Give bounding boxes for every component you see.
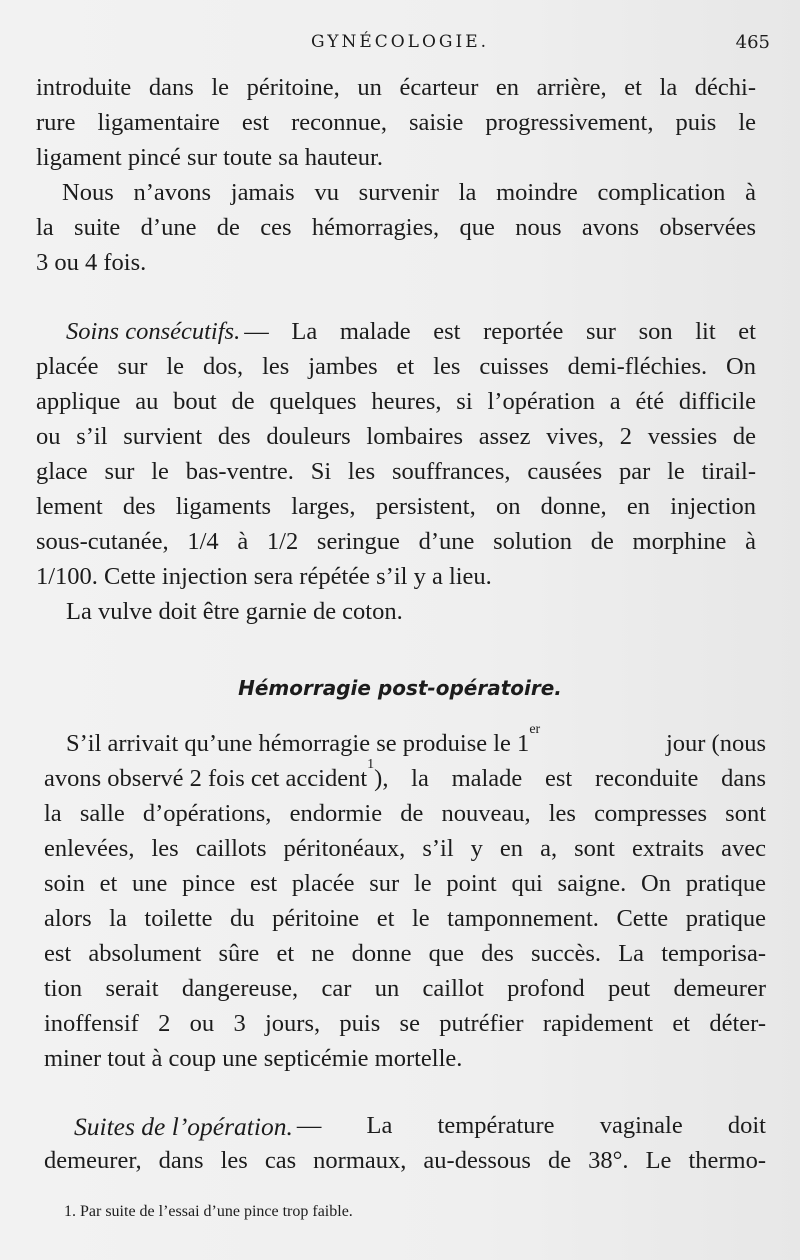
text-line: introduite dans le péritoine, un écarteur en arrière, et la déchi-: [36, 74, 756, 101]
text-line: la salle d’opérations, endormie de nouveau, les compresses sont: [44, 800, 766, 827]
text-fragment: jour (nous: [665, 730, 766, 757]
section-title-suites: Suites de l’opération.: [74, 1112, 293, 1141]
footnote-ref: 1: [367, 757, 375, 772]
text-line: lement des ligaments larges, persistent, on donne, en injection: [36, 493, 756, 520]
text-line: 1/100. Cette injection sera répétée s’il y a lieu.: [36, 563, 492, 590]
text-line: la suite d’une de ces hémorragies, que nous avons observées: [36, 214, 756, 241]
text-line: 3 ou 4 fois.: [36, 249, 147, 276]
running-title: GYNÉCOLOGIE.: [310, 32, 490, 52]
text-line: miner tout à coup une septicémie mortelle.: [44, 1045, 463, 1072]
text-line: — La température vaginale doit: [296, 1112, 766, 1139]
section-title-soins: Soins consécutifs.: [66, 318, 241, 345]
text-line: — La malade est reportée sur son lit et: [244, 318, 756, 345]
text-line: inoffensif 2 ou 3 jours, puis se putréfier rapidement et déter-: [44, 1010, 766, 1037]
text-line: demeurer, dans les cas normaux, au-dessous de 38°. Le thermo-: [44, 1147, 766, 1174]
text-line: applique au bout de quelques heures, si l’opération a été difficile: [36, 388, 756, 415]
hemorragie-line-1: [66, 722, 766, 758]
text-line: rure ligamentaire est reconnue, saisie progressivement, puis le: [36, 109, 756, 136]
soins-first-line: [66, 318, 756, 346]
hemorragie-line-2: [44, 757, 766, 793]
page-header: [0, 30, 800, 58]
footnote: 1. Par suite de l’essai d’une pince trop faible.: [64, 1203, 353, 1220]
text-line: Nous n’avons jamais vu survenir la moindre complication à: [62, 179, 756, 206]
text-line: enlevées, les caillots péritonéaux, s’il y en a, sont extraits avec: [44, 835, 766, 862]
text-line: La vulve doit être garnie de coton.: [66, 598, 403, 625]
text-fragment: S’il arrivait qu’une hémorragie se produise le 1: [66, 730, 530, 757]
superscript: er: [529, 722, 541, 737]
text-line: alors la toilette du péritoine et le tamponnement. Cette pratique: [44, 905, 766, 932]
text-line: glace sur le bas-ventre. Si les souffrances, causées par le tirail-: [36, 458, 756, 485]
text-line: tion serait dangereuse, car un caillot profond peut demeurer: [44, 975, 766, 1002]
suites-first-line: [74, 1112, 766, 1142]
text-line: ou s’il survient des douleurs lombaires assez vives, 2 vessies de: [36, 423, 756, 450]
section-heading-hemorragie: Hémorragie post-opératoire.: [238, 676, 562, 700]
text-line: placée sur le dos, les jambes et les cuisses demi-fléchies. On: [36, 353, 756, 380]
page-number: 465: [735, 32, 770, 53]
text-fragment: avons observé 2 fois cet accident: [44, 765, 368, 792]
text-line: soin et une pince est placée sur le point qui saigne. On pratique: [44, 870, 766, 897]
text-fragment: ), la malade est reconduite dans: [374, 765, 766, 792]
text-line: ligament pincé sur toute sa hauteur.: [36, 144, 383, 171]
text-line: est absolument sûre et ne donne que des succès. La temporisa-: [44, 940, 766, 967]
text-line: sous-cutanée, 1/4 à 1/2 seringue d’une solution de morphine à: [36, 528, 756, 555]
